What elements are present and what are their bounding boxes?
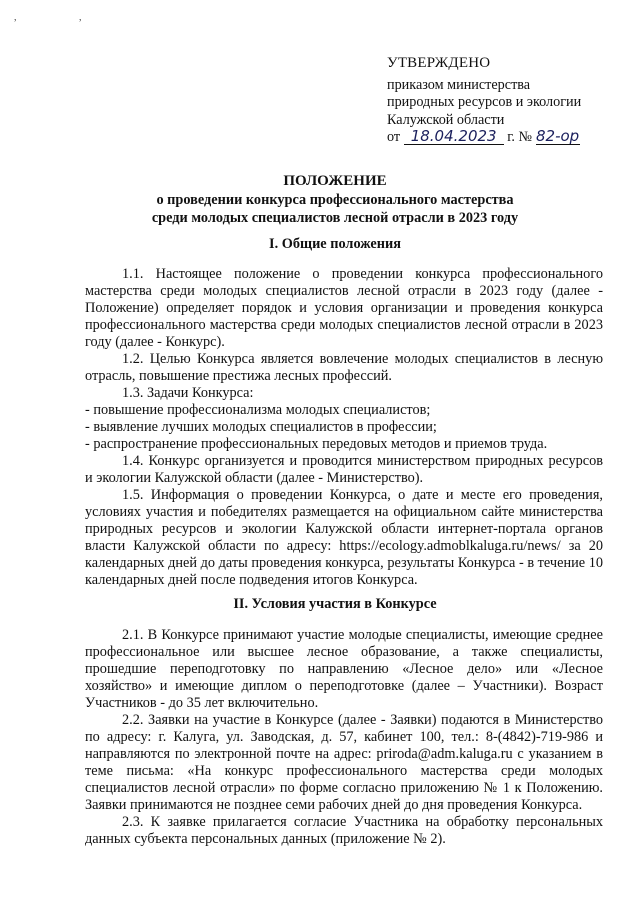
paragraph-2-2: 2.2. Заявки на участие в Конкурсе (далее - Заявки) подаются в Министерство по адресу: г. Калуга, ул. Заводская, д. 57, кабинет 100, тел.: 8-(4842)-719-986 и направляются по электронной почте на адрес: priroda@adm.kaluga.ru с указанием в теме письма: «На конкурс профессионального мастерства среди молодых специалистов лесной отрасли» по форме согласно приложению № 1 к Положению. Заявки принимаются не позднее семи рабочих дней до дня проведения Конкурса. [85, 712, 603, 813]
paragraph-1-3: 1.3. Задачи Конкурса: [122, 385, 254, 401]
document-title [60, 172, 610, 228]
paragraph-1-2: 1.2. Целью Конкурса является вовлечение молодых специалистов в лесную отрасль, повышение престижа лесных профессий. [85, 351, 603, 384]
section-2-body [85, 627, 603, 848]
paragraph-1-1: 1.1. Настоящее положение о проведении конкурса профессионального мастерства среди молодых специалистов лесной отрасли в 2023 году (далее - Положение) определяет порядок и условия организации и проведения конкурса профессионального мастерства среди молодых специалистов лесной отрасли в 2023 году (далее - Конкурс). [85, 266, 603, 350]
task-item-2: - выявление лучших молодых специалистов в профессии; [85, 419, 437, 435]
section-2-heading: II. Условия участия в Конкурсе [233, 596, 437, 612]
title-line-2: среди молодых специалистов лесной отрасли в 2023 году [151, 210, 519, 226]
approval-line-3: Калужской области [387, 111, 505, 128]
scan-corner-marks: , , [14, 12, 112, 23]
approval-from-label: от [387, 129, 401, 145]
approval-line-2: природных ресурсов и экологии [387, 94, 582, 110]
task-item-1: - повышение профессионализма молодых специалистов; [85, 402, 431, 418]
approval-date-handwritten: 18.04.2023 [404, 129, 504, 145]
approval-date-line [387, 129, 627, 147]
paragraph-2-3: 2.3. К заявке прилагается согласие Участника на обработку персональных данных субъекта персональных данных (приложение № 2). [85, 814, 603, 847]
paragraph-2-1: 2.1. В Конкурсе принимают участие молодые специалисты, имеющие среднее профессиональное или высшее лесное образование, а также специалисты, прошедшие переподготовку по направлению «Лесное дело» или «Лесное хозяйство» и имеющие диплом о переподготовке (далее – Участники). Возраст Участников - до 35 лет включительно. [85, 627, 603, 711]
title-line-1: о проведении конкурса профессионального мастерства [156, 191, 514, 208]
section-1-heading: I. Общие положения [269, 236, 401, 252]
task-item-3: - распространение профессиональных передовых методов и приемов труда. [85, 436, 548, 452]
approval-title: УТВЕРЖДЕНО [387, 55, 491, 71]
approval-line-1: приказом министерства [387, 76, 531, 93]
section-1-body [85, 266, 603, 589]
title-heading: ПОЛОЖЕНИЕ [283, 173, 387, 189]
approval-number-handwritten: 82-ор [536, 127, 580, 145]
approval-year-label: г. № [507, 129, 533, 145]
approval-block [387, 55, 627, 147]
paragraph-1-5: 1.5. Информация о проведении Конкурса, о дате и месте его проведения, условиях участия и победителях размещается на официальном сайте министерства природных ресурсов и экологии Калужской области интернет-портала органов власти Калужской области по адресу: https://ecology.admoblkaluga.ru/news/ за 20 календарных дней до даты проведения конкурса, результаты Конкурса - в течение 10 календарных дней после подведения итогов Конкурса. [85, 487, 603, 588]
paragraph-1-4: 1.4. Конкурс организуется и проводится министерством природных ресурсов и экологии Калужской области (далее - Министерство). [85, 453, 603, 486]
